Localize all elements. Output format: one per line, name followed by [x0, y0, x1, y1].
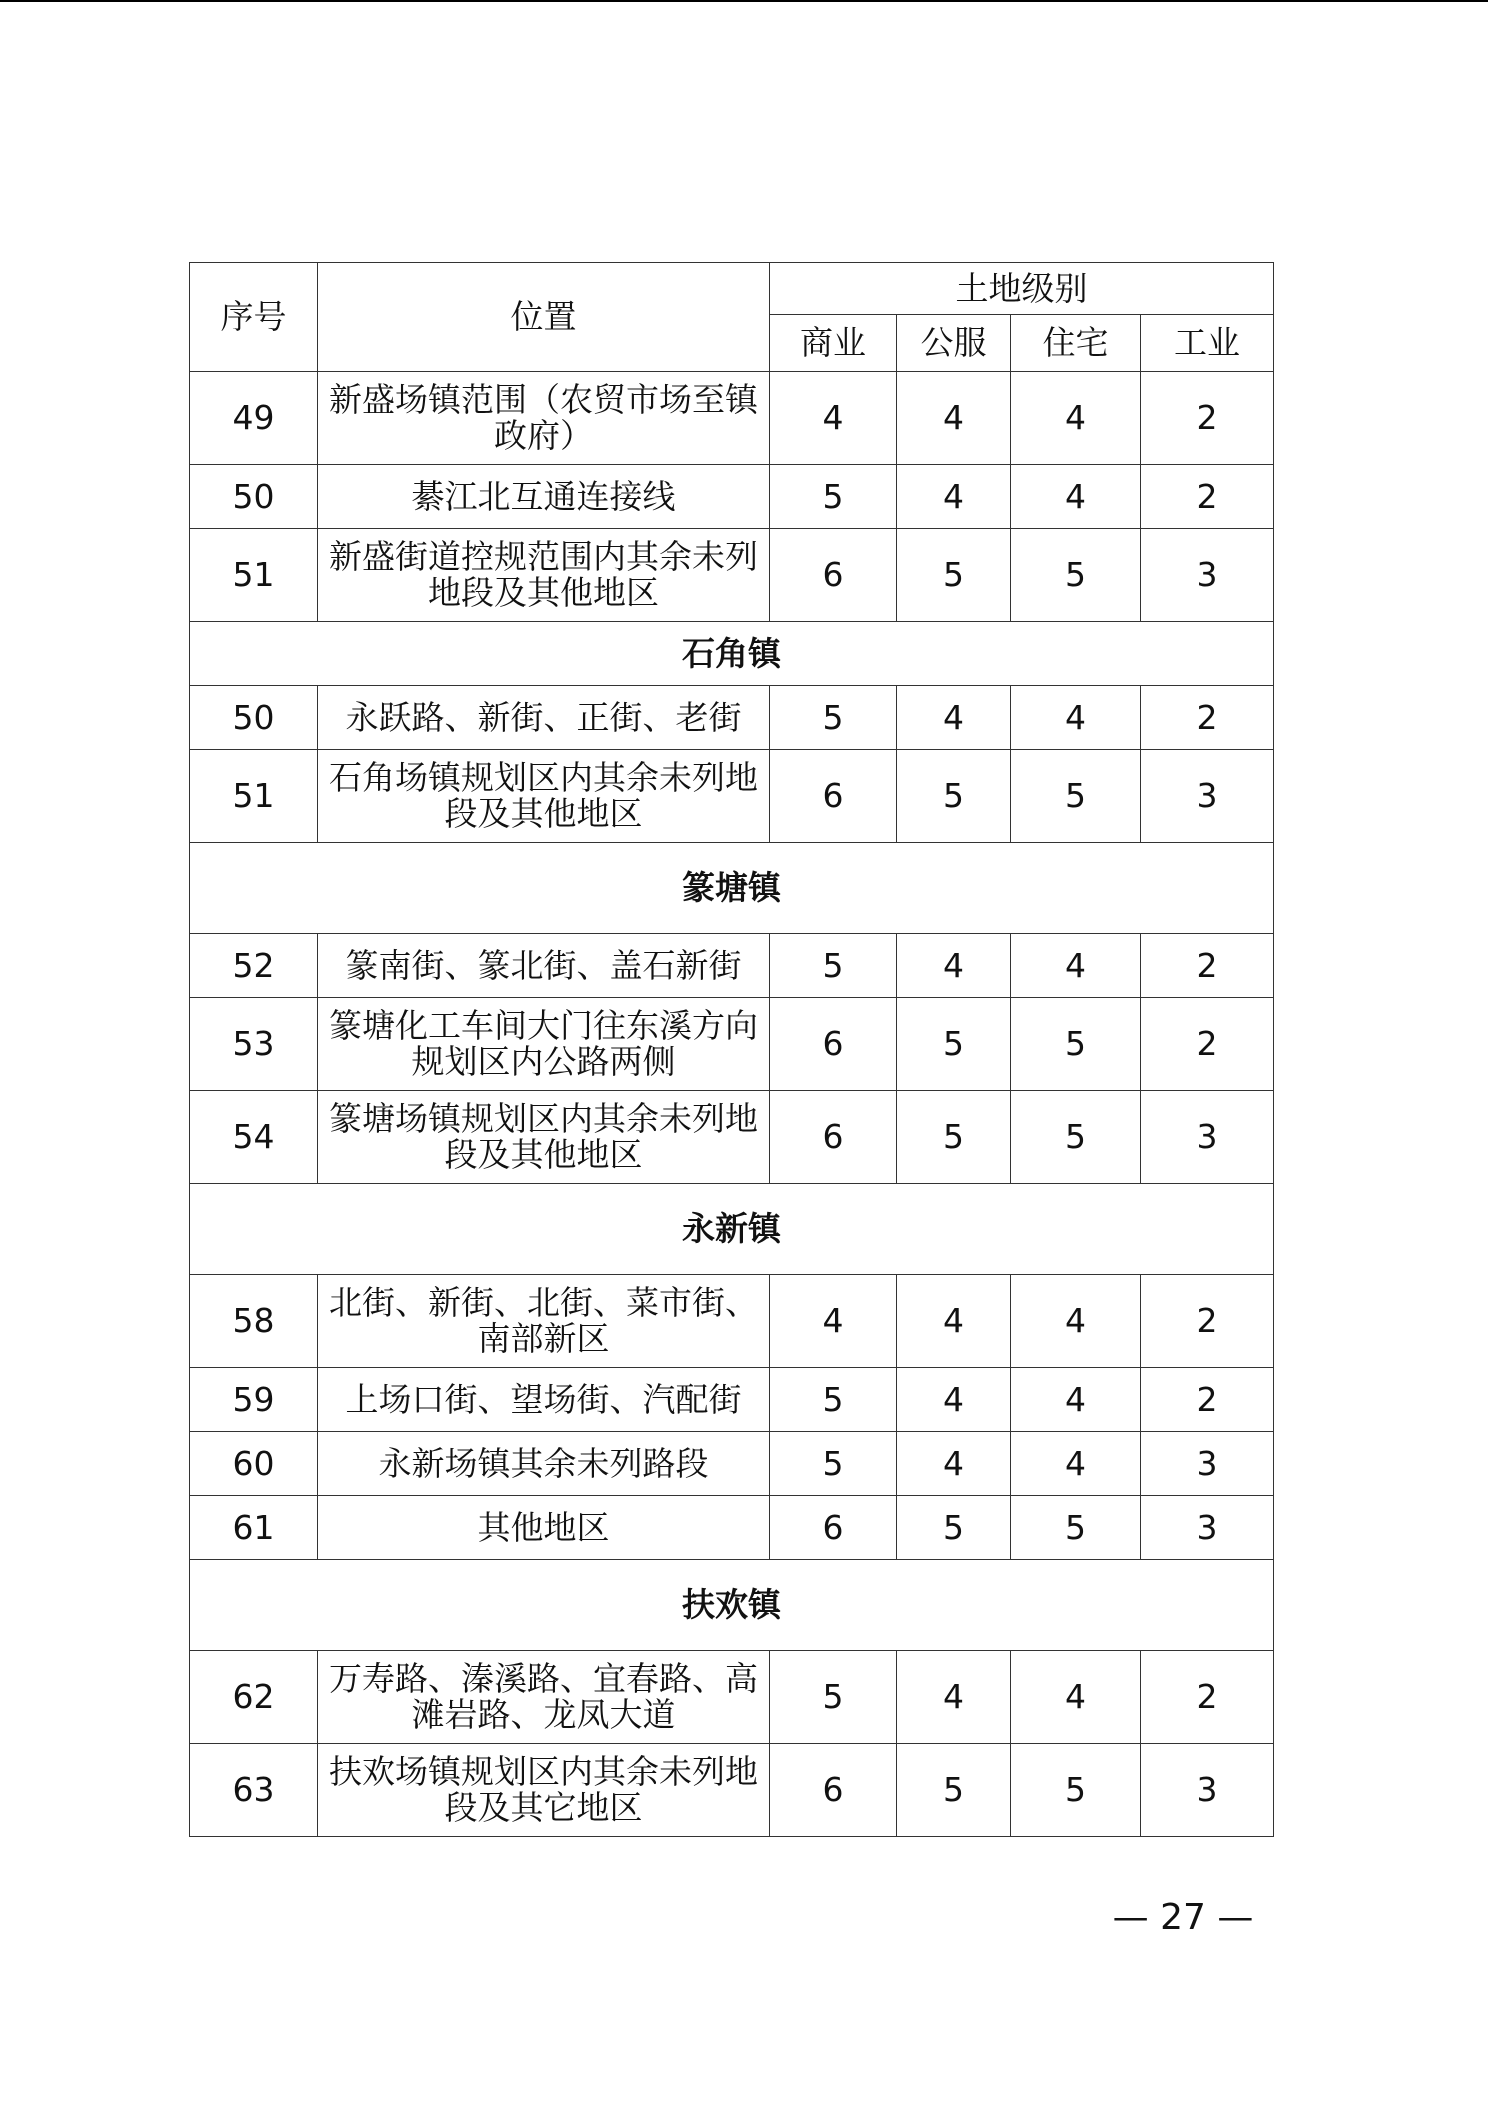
cell-seq: 53 [190, 998, 318, 1091]
cell-location: 永跃路、新街、正街、老街 [318, 686, 770, 750]
cell-public-service: 5 [897, 1744, 1011, 1837]
cell-location: 新盛街道控规范围内其余未列地段及其他地区 [318, 529, 770, 622]
table-row [190, 1432, 1274, 1496]
cell-industrial: 3 [1141, 1744, 1274, 1837]
cell-residential: 4 [1011, 686, 1141, 750]
cell-seq: 60 [190, 1432, 318, 1496]
cell-residential: 5 [1011, 998, 1141, 1091]
table-row [190, 372, 1274, 465]
section-row [190, 1560, 1274, 1651]
cell-seq: 59 [190, 1368, 318, 1432]
cell-commercial: 6 [770, 1091, 897, 1184]
cell-industrial: 3 [1141, 1432, 1274, 1496]
cell-seq: 51 [190, 529, 318, 622]
cell-residential: 5 [1011, 1496, 1141, 1560]
cell-seq: 54 [190, 1091, 318, 1184]
table-row [190, 1091, 1274, 1184]
cell-seq: 50 [190, 686, 318, 750]
table-header [190, 263, 1274, 372]
cell-commercial: 6 [770, 529, 897, 622]
cell-location: 石角场镇规划区内其余未列地段及其他地区 [318, 750, 770, 843]
table-row [190, 1496, 1274, 1560]
cell-public-service: 4 [897, 686, 1011, 750]
cell-location: 永新场镇其余未列路段 [318, 1432, 770, 1496]
table-row [190, 998, 1274, 1091]
table-row [190, 934, 1274, 998]
cell-residential: 4 [1011, 1368, 1141, 1432]
cell-residential: 5 [1011, 750, 1141, 843]
cell-public-service: 4 [897, 934, 1011, 998]
header-industrial: 工业 [1141, 315, 1274, 372]
header-public-service: 公服 [897, 315, 1011, 372]
cell-industrial: 2 [1141, 1275, 1274, 1368]
cell-commercial: 5 [770, 1651, 897, 1744]
cell-location: 新盛场镇范围（农贸市场至镇政府） [318, 372, 770, 465]
cell-industrial: 3 [1141, 1496, 1274, 1560]
cell-seq: 62 [190, 1651, 318, 1744]
table-row [190, 686, 1274, 750]
section-row [190, 1184, 1274, 1275]
cell-industrial: 3 [1141, 1091, 1274, 1184]
page-number: — 27 — [1112, 1897, 1254, 1938]
cell-commercial: 5 [770, 1432, 897, 1496]
cell-residential: 5 [1011, 1744, 1141, 1837]
table-row [190, 1744, 1274, 1837]
cell-commercial: 5 [770, 934, 897, 998]
cell-public-service: 5 [897, 998, 1011, 1091]
cell-residential: 4 [1011, 1432, 1141, 1496]
header-seq: 序号 [190, 263, 318, 372]
cell-residential: 4 [1011, 934, 1141, 998]
cell-industrial: 2 [1141, 934, 1274, 998]
cell-industrial: 3 [1141, 750, 1274, 843]
cell-industrial: 2 [1141, 1368, 1274, 1432]
cell-residential: 4 [1011, 1275, 1141, 1368]
cell-seq: 50 [190, 465, 318, 529]
table-row [190, 750, 1274, 843]
header-location: 位置 [318, 263, 770, 372]
cell-seq: 61 [190, 1496, 318, 1560]
cell-public-service: 5 [897, 1091, 1011, 1184]
cell-residential: 4 [1011, 1651, 1141, 1744]
table-row [190, 529, 1274, 622]
cell-location: 万寿路、溱溪路、宜春路、高滩岩路、龙凤大道 [318, 1651, 770, 1744]
cell-commercial: 4 [770, 1275, 897, 1368]
cell-industrial: 2 [1141, 465, 1274, 529]
cell-location: 篆南街、篆北街、盖石新街 [318, 934, 770, 998]
table-row [190, 1275, 1274, 1368]
cell-public-service: 4 [897, 372, 1011, 465]
cell-residential: 4 [1011, 372, 1141, 465]
cell-commercial: 6 [770, 750, 897, 843]
header-land-grade: 土地级别 [770, 263, 1274, 315]
cell-industrial: 3 [1141, 529, 1274, 622]
cell-industrial: 2 [1141, 1651, 1274, 1744]
cell-public-service: 4 [897, 1275, 1011, 1368]
section-row [190, 843, 1274, 934]
cell-commercial: 6 [770, 1496, 897, 1560]
section-title: 扶欢镇 [190, 1560, 1274, 1651]
cell-public-service: 4 [897, 1651, 1011, 1744]
cell-seq: 58 [190, 1275, 318, 1368]
cell-location: 篆塘化工车间大门往东溪方向规划区内公路两侧 [318, 998, 770, 1091]
cell-public-service: 5 [897, 1496, 1011, 1560]
cell-location: 扶欢场镇规划区内其余未列地段及其它地区 [318, 1744, 770, 1837]
cell-seq: 63 [190, 1744, 318, 1837]
section-title: 永新镇 [190, 1184, 1274, 1275]
cell-public-service: 5 [897, 529, 1011, 622]
cell-location: 綦江北互通连接线 [318, 465, 770, 529]
cell-location: 其他地区 [318, 1496, 770, 1560]
cell-commercial: 4 [770, 372, 897, 465]
cell-commercial: 5 [770, 686, 897, 750]
cell-seq: 49 [190, 372, 318, 465]
top-border-line [0, 0, 1488, 2]
section-title: 篆塘镇 [190, 843, 1274, 934]
cell-seq: 52 [190, 934, 318, 998]
cell-seq: 51 [190, 750, 318, 843]
cell-commercial: 5 [770, 1368, 897, 1432]
cell-public-service: 4 [897, 1432, 1011, 1496]
cell-industrial: 2 [1141, 372, 1274, 465]
section-row [190, 622, 1274, 686]
cell-location: 篆塘场镇规划区内其余未列地段及其他地区 [318, 1091, 770, 1184]
table-row [190, 465, 1274, 529]
cell-public-service: 4 [897, 1368, 1011, 1432]
cell-commercial: 6 [770, 1744, 897, 1837]
cell-public-service: 5 [897, 750, 1011, 843]
table-row [190, 1368, 1274, 1432]
section-title: 石角镇 [190, 622, 1274, 686]
cell-residential: 4 [1011, 465, 1141, 529]
cell-public-service: 4 [897, 465, 1011, 529]
land-grade-table [189, 262, 1274, 1837]
cell-location: 上场口街、望场街、汽配街 [318, 1368, 770, 1432]
table-row [190, 1651, 1274, 1744]
cell-commercial: 5 [770, 465, 897, 529]
cell-industrial: 2 [1141, 686, 1274, 750]
table-body [190, 372, 1274, 1837]
header-residential: 住宅 [1011, 315, 1141, 372]
cell-location: 北街、新街、北街、菜市街、南部新区 [318, 1275, 770, 1368]
cell-residential: 5 [1011, 1091, 1141, 1184]
cell-commercial: 6 [770, 998, 897, 1091]
cell-industrial: 2 [1141, 998, 1274, 1091]
header-commercial: 商业 [770, 315, 897, 372]
cell-residential: 5 [1011, 529, 1141, 622]
